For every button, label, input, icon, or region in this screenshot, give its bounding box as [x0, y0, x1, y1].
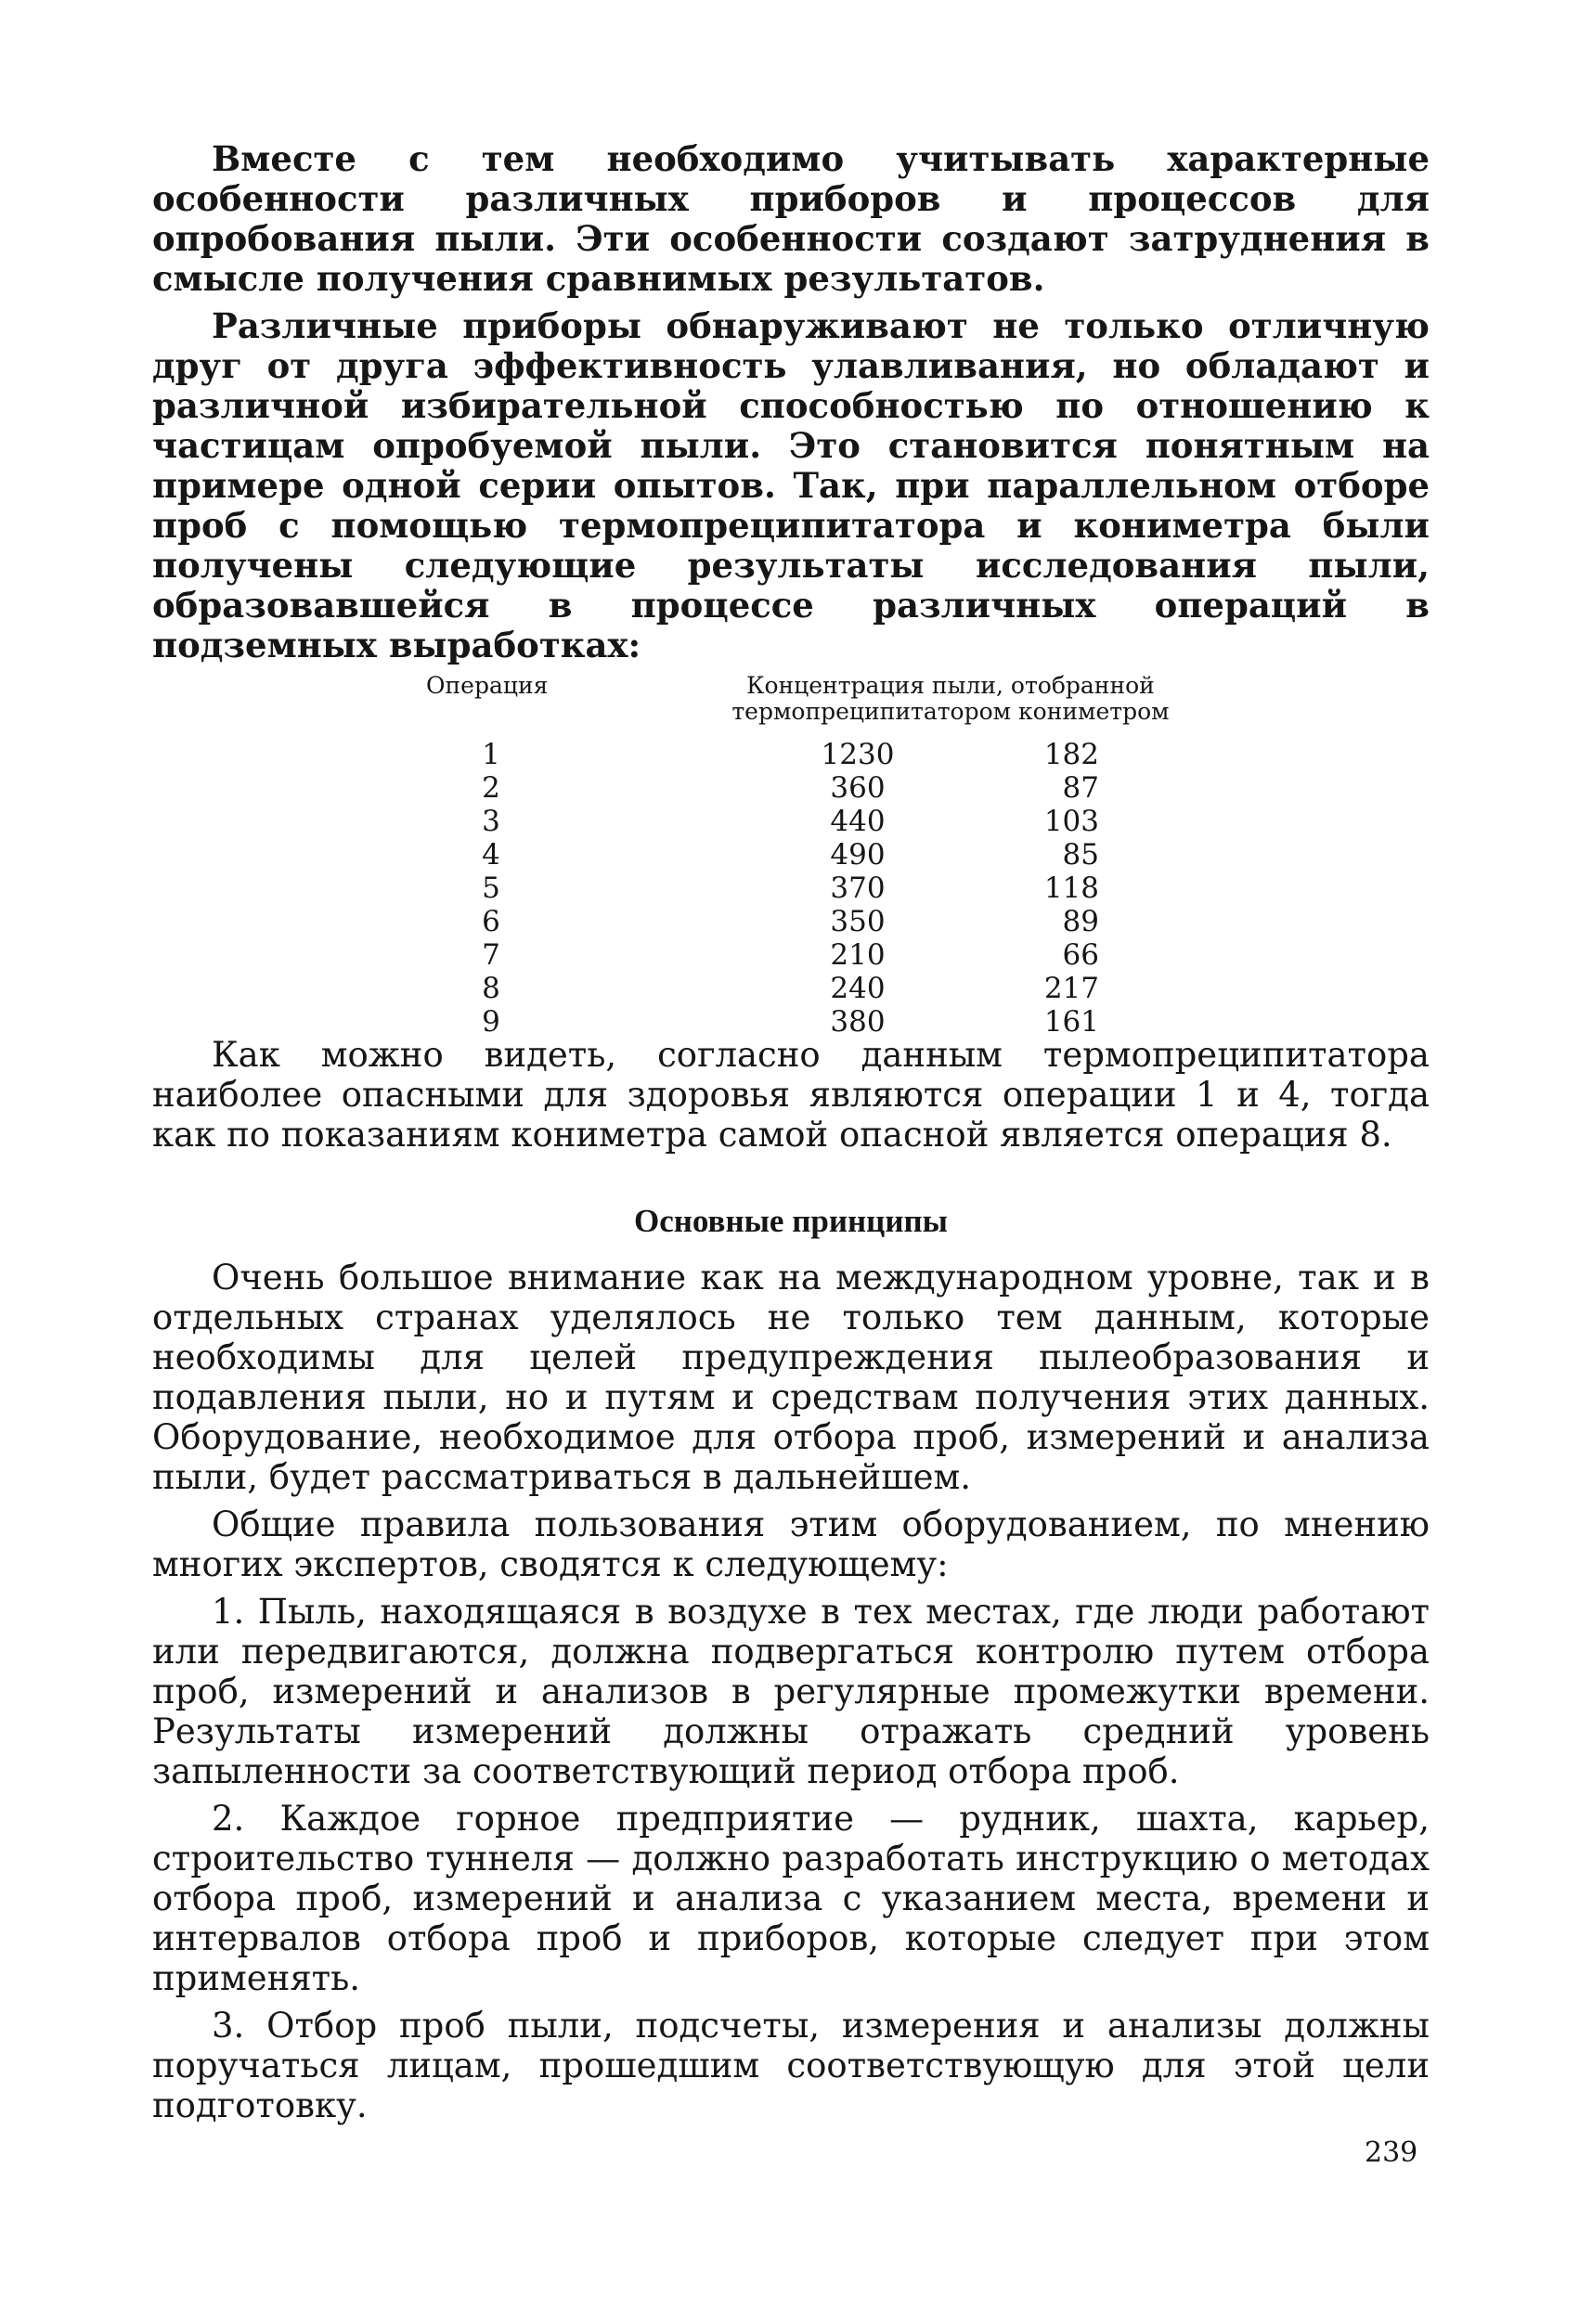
- table-header-operation: Операция: [426, 672, 549, 699]
- table-row: [152, 905, 1430, 938]
- cell-operation: 5: [482, 872, 500, 905]
- section-paragraph-1: Очень большое внимание как на международном уровне, так и в отдельных странах уделялось не только тем данным, которые необходимы для целей предупреждения пылеобразования и подавления пыли, но и путям и средствам получения этих данных. Оборудование, необходимое для отбора проб, измерений и анализа пыли, будет рассматриваться в дальнейшем.: [152, 1258, 1430, 1497]
- cell-konimeter: 182: [1043, 738, 1099, 771]
- cell-konimeter: 87: [1062, 771, 1099, 805]
- paragraph-1: Вместе с тем необходимо учитывать характерные особенности различных приборов и процессов для опробования пыли. Эти особенности создают затруднения в смысле получения сравнимых результатов.: [152, 138, 1430, 299]
- cell-thermoprecipitator: 440: [830, 805, 886, 838]
- cell-konimeter: 217: [1043, 972, 1099, 1005]
- table-header-concentration: [691, 673, 1210, 725]
- cell-operation: 6: [482, 905, 500, 938]
- table-row: [152, 872, 1430, 905]
- table-row: [152, 938, 1430, 972]
- cell-operation: 4: [482, 838, 500, 872]
- table-row: [152, 771, 1430, 805]
- section-paragraph-2: Общие правила пользования этим оборудованием, по мнению многих экспертов, сводятся к следующему:: [152, 1504, 1430, 1584]
- dust-concentration-table: [152, 671, 1430, 1039]
- cell-operation: 7: [482, 938, 500, 972]
- cell-konimeter: 161: [1043, 1005, 1099, 1039]
- table-header-concentration-line2: термопреципитатором кониметром: [731, 698, 1170, 725]
- cell-thermoprecipitator: 380: [830, 1005, 886, 1039]
- cell-operation: 3: [482, 805, 500, 838]
- table-row: [152, 805, 1430, 838]
- cell-thermoprecipitator: 1230: [821, 738, 895, 771]
- cell-thermoprecipitator: 210: [830, 938, 886, 972]
- cell-operation: 9: [482, 1005, 500, 1039]
- cell-konimeter: 103: [1043, 805, 1099, 838]
- section-heading: Основные принципы: [633, 1203, 949, 1239]
- cell-thermoprecipitator: 490: [830, 838, 886, 872]
- cell-thermoprecipitator: 370: [830, 872, 886, 905]
- cell-konimeter: 66: [1062, 938, 1099, 972]
- list-item-3: 3. Отбор проб пыли, подсчеты, измерения и анализы должны поручаться лицам, прошедшим соответствующую для этой цели подготовку.: [152, 2006, 1430, 2125]
- table-row: [152, 972, 1430, 1005]
- table-row: [152, 738, 1430, 771]
- table-header-concentration-line1: Концентрация пыли, отобранной: [746, 672, 1155, 699]
- cell-konimeter: 85: [1062, 838, 1099, 872]
- cell-konimeter: 89: [1062, 905, 1099, 938]
- book-page: [152, 139, 1430, 2125]
- cell-thermoprecipitator: 240: [830, 972, 886, 1005]
- cell-operation: 8: [482, 972, 500, 1005]
- list-item-1: 1. Пыль, находящаяся в воздухе в тех местах, где люди работают или передвигаются, должна подвергаться контролю путем отбора проб, измерений и анализов в регулярные промежутки времени. Результаты измерений должны отражать средний уровень запыленности за соответствующий период отбора проб.: [152, 1592, 1430, 1791]
- cell-operation: 1: [482, 738, 500, 771]
- table-row: [152, 838, 1430, 872]
- table-row: [152, 1005, 1430, 1039]
- table-body: [152, 738, 1430, 1039]
- cell-konimeter: 118: [1043, 872, 1099, 905]
- list-item-2: 2. Каждое горное предприятие — рудник, шахта, карьер, строительство туннеля — должно разработать инструкцию о методах отбора проб, измерений и анализа с указанием места, времени и интервалов отбора проб и приборов, которые следует при этом применять.: [152, 1799, 1430, 1998]
- paragraph-after-table: Как можно видеть, согласно данным термопреципитатора наиболее опасными для здоровья являются операции 1 и 4, тогда как по показаниям кониметра самой опасной является операция 8.: [152, 1035, 1430, 1155]
- cell-thermoprecipitator: 350: [830, 905, 886, 938]
- cell-operation: 2: [482, 771, 500, 805]
- page-number: 239: [1365, 2137, 1418, 2169]
- cell-thermoprecipitator: 360: [830, 771, 886, 805]
- paragraph-2: Различные приборы обнаруживают не только отличную друг от друга эффективность улавливания, но обладают и различной избирательной способностью по отношению к частицам опробуемой пыли. Это становится понятным на примере одной серии опытов. Так, при параллельном отборе проб с помощью термопреципитатора и кониметра были получены следующие результаты исследования пыли, образовавшейся в процессе различных операций в подземных выработках:: [152, 305, 1430, 665]
